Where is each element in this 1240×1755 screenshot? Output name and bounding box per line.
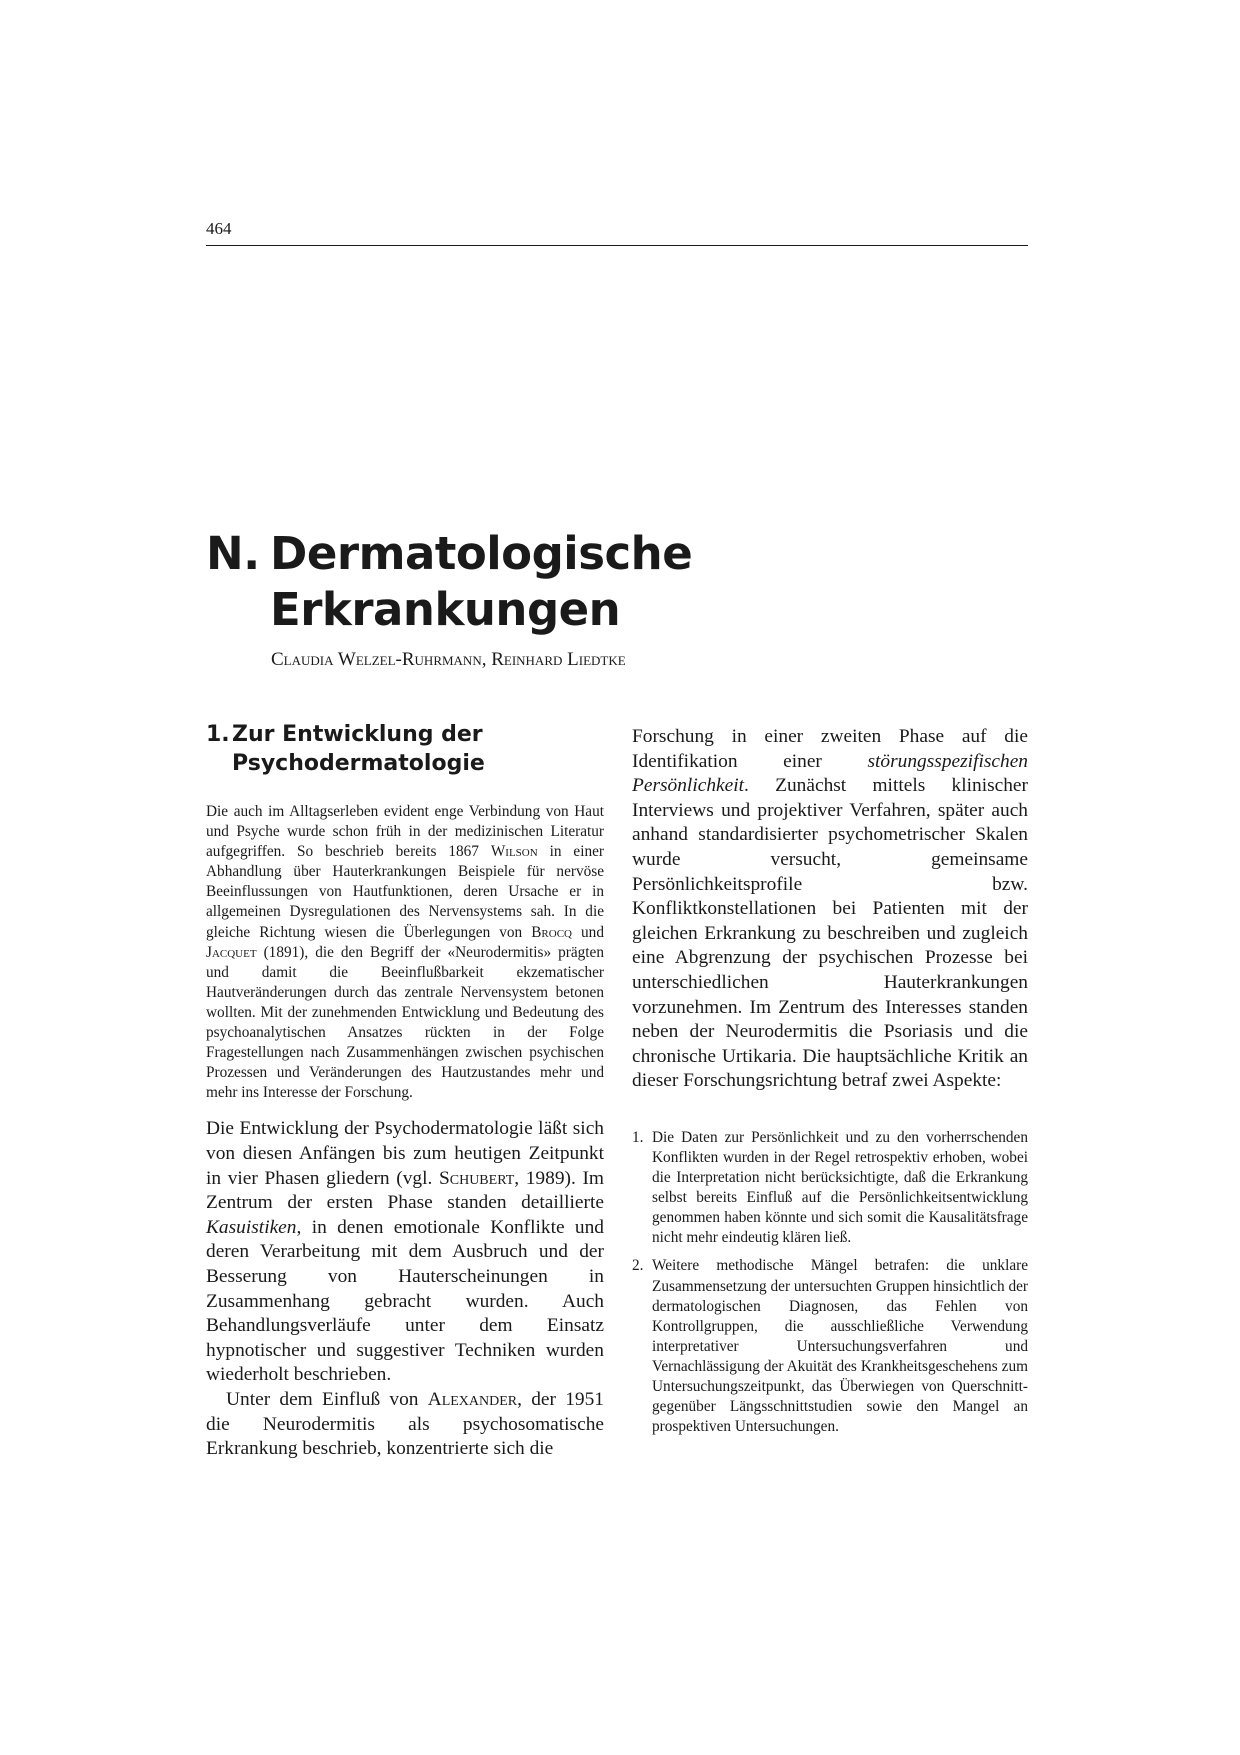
list-marker: 1. — [632, 1128, 644, 1146]
paragraph-text: Die Entwicklung der Psychodermatologie läßt sich von diesen Anfängen bis zum heutigen Zeitpunkt in vier Phasen gliedern (vgl. — [206, 1118, 604, 1189]
chapter-letter: N. — [206, 527, 260, 580]
author-name-schubert: Schubert — [438, 1167, 515, 1189]
page-number: 464 — [206, 219, 232, 238]
abstract-text: und — [572, 923, 604, 941]
list-item — [632, 1128, 1028, 1249]
paragraph-text: , in denen emotionale Konflikte und deren Verarbeitung mit dem Ausbruch und der Besserung von Hauterscheinungen in Zusammenhang gebracht wurden. Auch Behandlungsverläufe unter dem Einsatz hypnotischer und suggestiver Techniken wurden wiederholt beschrieben. — [206, 1216, 604, 1386]
left-column — [206, 720, 604, 1462]
abstract-text: (1891), die den Begriff der «Neurodermitis» prägten und damit die Beeinflußbarkeit ekzematischer Hautveränderungen durch das zentrale Nervensystem betonen wollten. Mit der zunehmenden Entwicklung und Bedeutung des psychoanalytischen Ansatzes rückten in der Folge Fragestellungen nach Zusammenhängen zwischen psychischen Prozessen und Veränderungen des Hautzustandes mehr und mehr ins Interesse der Forschung. — [206, 943, 604, 1102]
section-title-line1: Zur Entwicklung der — [232, 722, 483, 747]
body-paragraph — [632, 725, 1028, 1094]
section-title — [206, 720, 604, 778]
author-name-brocq: Brocq — [531, 923, 572, 941]
abstract-text: Die auch im Alltagserleben evident enge Verbindung von Haut und Psyche wurde schon früh in der medizinischen Literatur aufgegriffen. So beschrieb bereits 1867 — [206, 803, 604, 861]
emphasis-term: störungsspezifischen Persönlichkeit — [632, 750, 1028, 797]
chapter-title-line2: Erkrankungen — [270, 583, 621, 636]
header-rule — [206, 245, 1028, 246]
author-name-wilson: Wilson — [490, 843, 538, 861]
emphasis-term: Kasuistiken — [206, 1216, 297, 1238]
paragraph-text: Forschung in einer zweiten Phase auf die Identifikation einer — [632, 726, 1028, 772]
paragraph-text: , der 1951 die Neurodermitis als psychosomatische Erkrankung beschrieb, konzentrierte sich die — [206, 1388, 604, 1460]
author-name-jacquet: Jacquet — [206, 943, 257, 961]
section-number: 1. — [206, 722, 230, 747]
author-name-alexander: Alexander — [427, 1388, 518, 1410]
right-column — [632, 725, 1028, 1445]
section-title-line2: Psychodermatologie — [232, 751, 485, 776]
list-marker: 2. — [632, 1257, 644, 1275]
body-paragraph — [206, 1388, 604, 1462]
paragraph-text: Unter dem Einfluß von — [226, 1388, 428, 1410]
list-item — [632, 1256, 1028, 1437]
body-paragraph — [206, 1117, 604, 1388]
chapter-authors: Claudia Welzel-Ruhrmann, Reinhard Liedtke — [271, 649, 626, 670]
chapter-title — [206, 526, 692, 638]
paragraph-text: , 1989). Im Zentrum der ersten Phase standen detaillierte — [206, 1167, 604, 1214]
paragraph-text: . Zunächst mittels klinischer Interviews und projektiver Verfahren, später auch anhand standardisierter psychometrischer Skalen wurde versucht, gemeinsame Persönlichkeitsprofile bzw. Konfliktkonstellationen bei Patienten mit der gleichen Erkrankung zu beschreiben und zugleich eine Abgrenzung der psychischen Prozesse bei unterschiedlichen Hauterkrankungen vorzunehmen. Im Zentrum des Interesses standen neben der Neurodermitis die Psoriasis und die chronische Urtikaria. Die hauptsächliche Kritik an dieser Forschungsrichtung betraf zwei Aspekte: — [632, 775, 1028, 1092]
list-item-text: Die Daten zur Persönlichkeit und zu den vorherrschenden Konflikten wurden in der Regel retrospektiv erhoben, wobei die Interpretation nicht berücksichtigte, daß die Erkrankung selbst bereits Einfluß auf die Persönlichkeitsentwicklung genommen haben könnte und sich somit die Kausalitätsfrage nicht mehr eindeutig klären ließ. — [652, 1128, 1028, 1247]
chapter-title-line1: Dermatologische — [270, 527, 693, 580]
abstract-text: in einer Abhandlung über Hauterkrankungen Beispiele für nervöse Beeinflussungen von Hautfunktionen, deren Ursache er in allgemeinen Dysregulationen des Nervensystems sah. In die gleiche Richtung wiesen die Überlegungen von — [206, 843, 604, 941]
numbered-list — [632, 1128, 1028, 1437]
list-item-text: Weitere methodische Mängel betrafen: die unklare Zusammensetzung der untersuchten Gruppen hinsichtlich der dermatologischen Diagnosen, das Fehlen von Kontrollgruppen, die ausschließliche Verwendung interpretativer Untersuchungsverfahren und Vernachlässigung der Akuität des Krankheitsgeschehens zum Untersuchungszeitpunkt, das Überwiegen von Querschnitt- gegenüber Längsschnittstudien sowie den Mangel an prospektiven Untersuchungen. — [652, 1257, 1028, 1436]
section-abstract — [206, 802, 604, 1103]
